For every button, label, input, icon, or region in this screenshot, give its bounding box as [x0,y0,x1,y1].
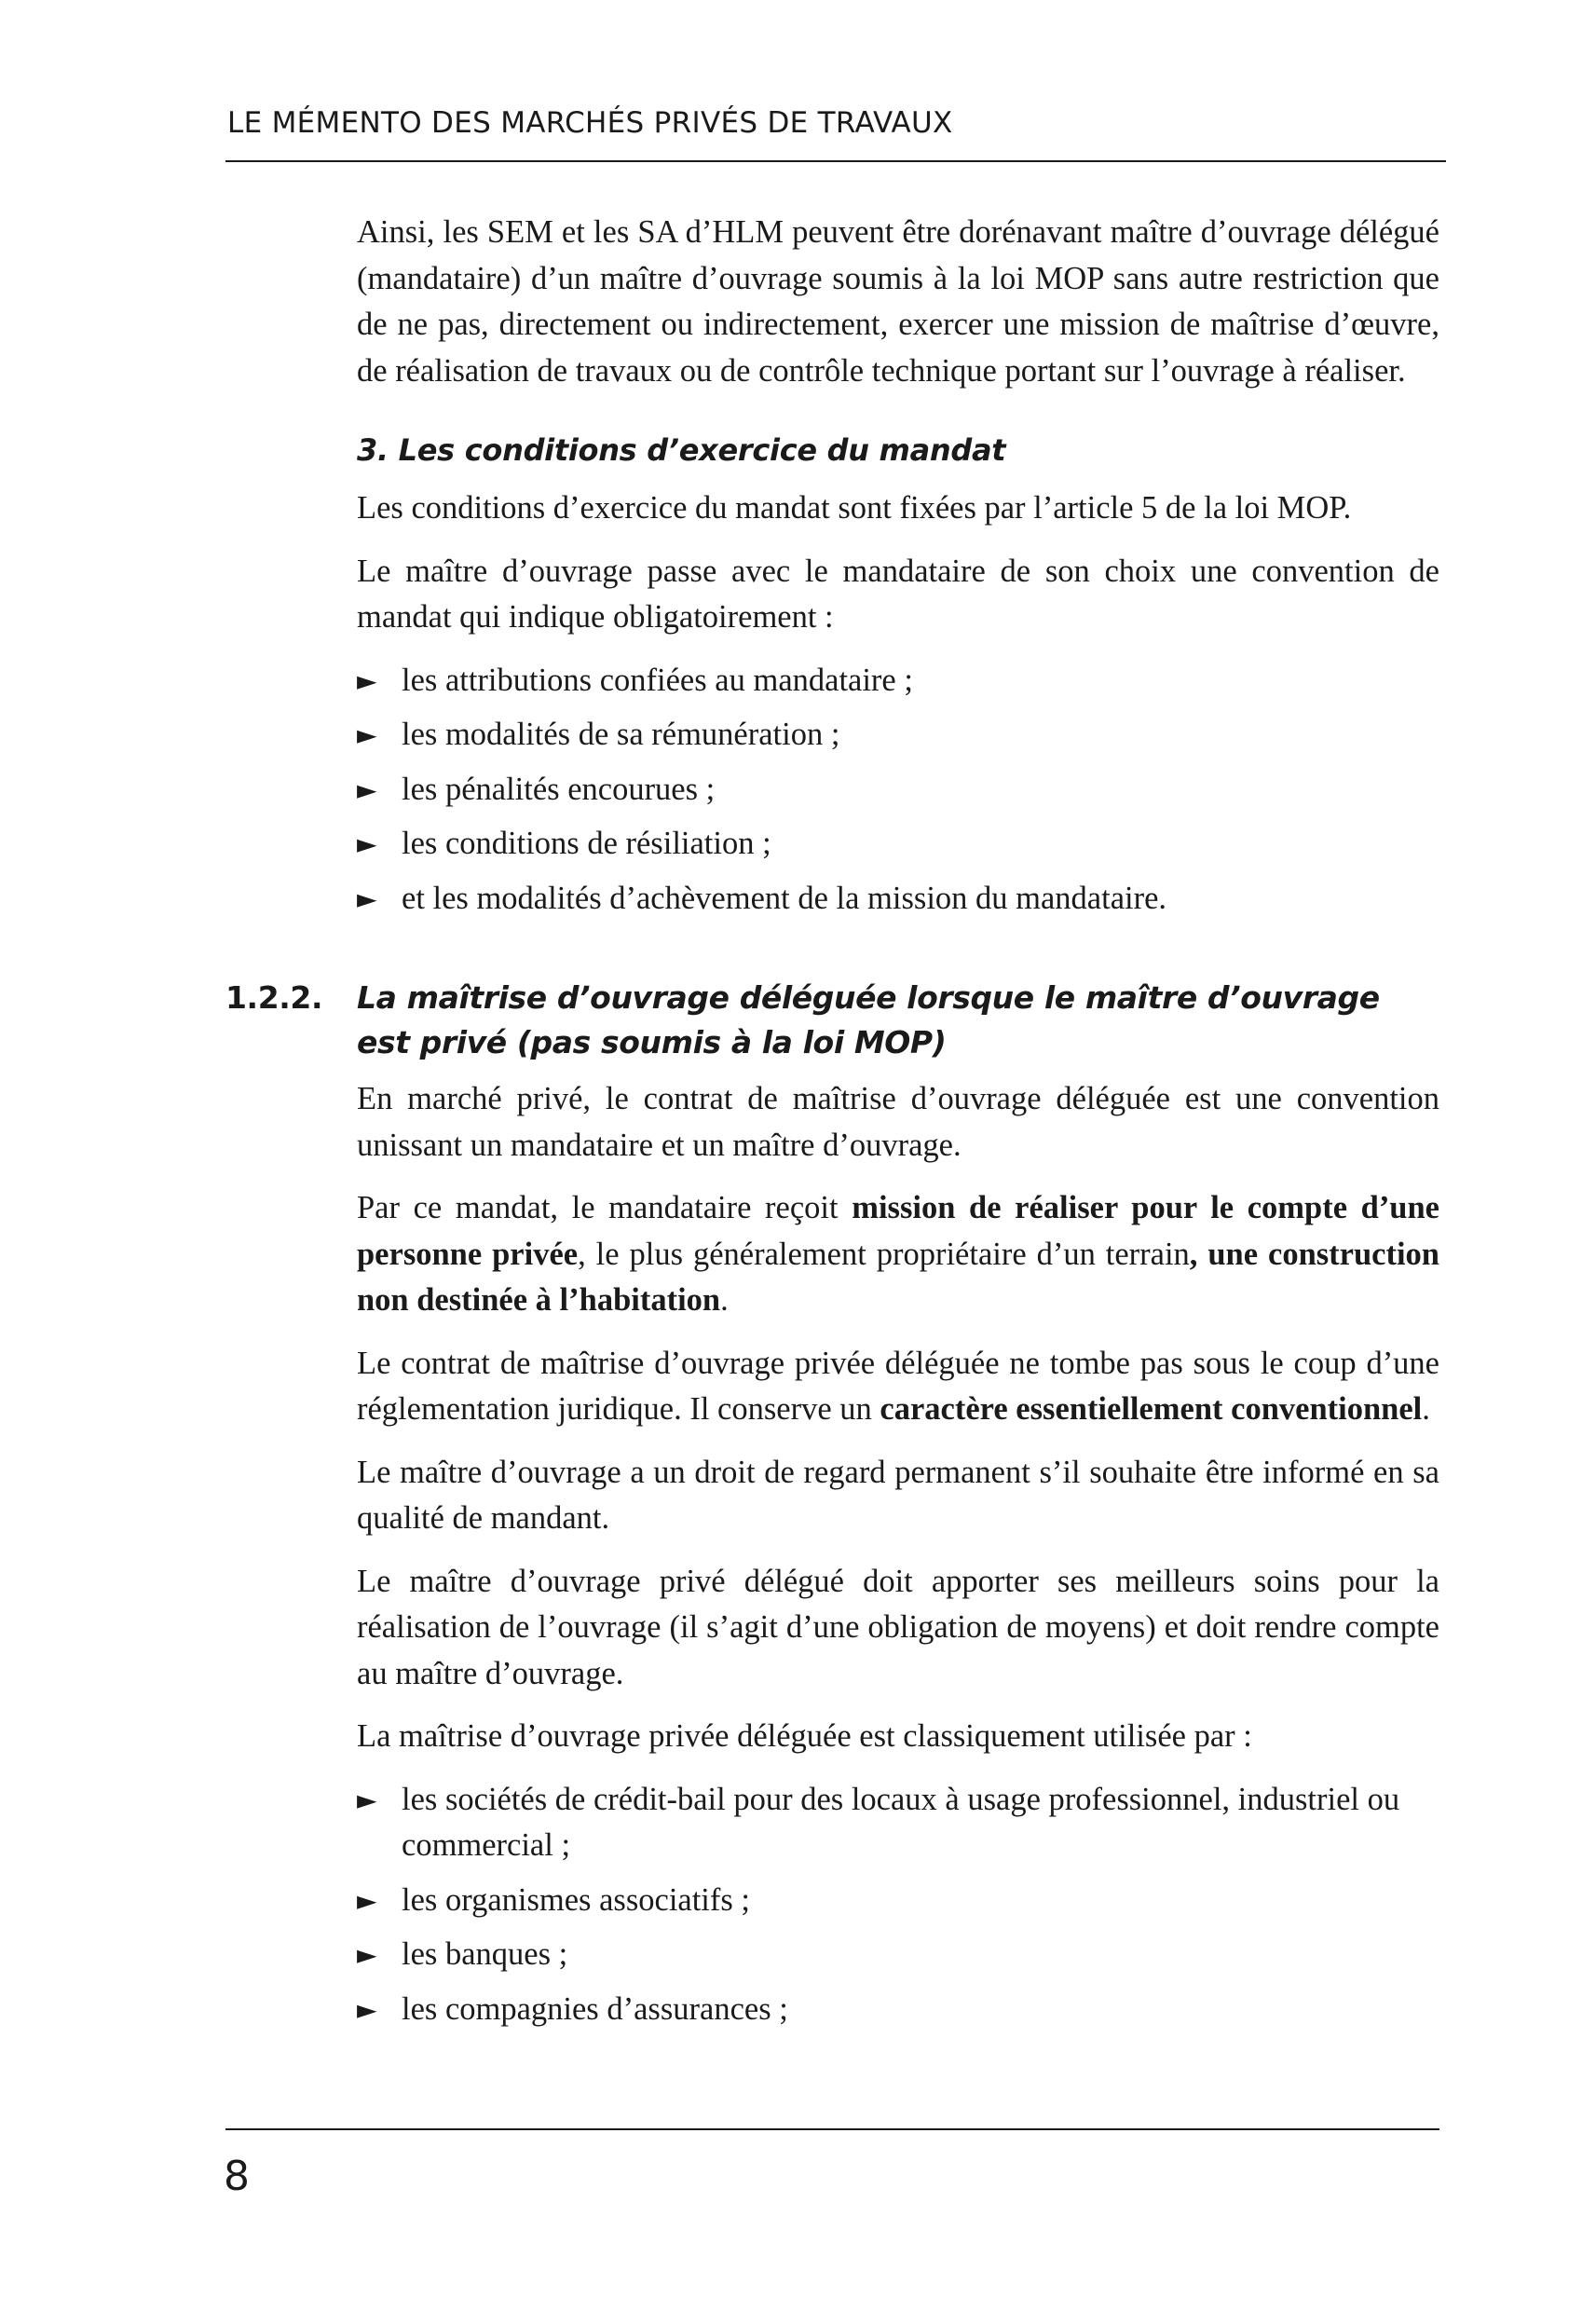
section-1-2-2-paragraph-1: En marché privé, le contrat de maîtrise d’ouvrage déléguée est une convention unissant un mandataire et un maître d’ouvrage. [357,1081,1439,1163]
list-item: ► et les modalités d’achèvement de la mission du mandataire. [357,876,1439,923]
page-body [225,210,1439,2049]
section-1-2-2-paragraph-6: La maîtrise d’ouvrage privée déléguée est classiquement utilisée par : [357,1718,1252,1754]
triangle-bullet-icon: ► [357,1884,377,1916]
list-item: ► les attributions confiées au mandataire ; [357,658,1439,704]
section-title: La maîtrise d’ouvrage déléguée lorsque le maître d’ouvrage est privé (pas soumis à la loi MOP) [357,979,1380,1060]
list-item: ► les sociétés de crédit-bail pour des locaux à usage professionnel, industriel ou commercial ; [357,1777,1439,1869]
intro-paragraph: Ainsi, les SEM et les SA d’HLM peuvent être dorénavant maître d’ouvrage délégué (mandataire) d’un maître d’ouvrage soumis à la loi MOP sans autre restriction que de ne pas, directement ou indirectement, exercer une mission de maîtrise d’œuvre, de réalisation de travaux ou de contrôle technique portant sur l’ouvrage à réaliser. [357,214,1439,389]
triangle-bullet-icon: ► [357,773,377,805]
section-1-2-2-paragraph-5: Le maître d’ouvrage privé délégué doit apporter ses meilleurs soins pour la réalisation de l’ouvrage (il s’agit d’une obligation de moyens) et doit rendre compte au maître d’ouvrage. [357,1563,1439,1691]
triangle-bullet-icon: ► [357,1939,377,1970]
section-3-paragraph-2: Le maître d’ouvrage passe avec le mandataire de son choix une convention de mandat qui indique obligatoirement : [357,553,1439,635]
list-item: ► les conditions de résiliation ; [357,821,1439,868]
section-1-2-2-heading [225,976,1439,1065]
section-3-paragraph-1: Les conditions d’exercice du mandat sont fixées par l’article 5 de la loi MOP. [357,490,1352,526]
triangle-bullet-icon: ► [357,828,377,859]
running-header: LE MÉMENTO DES MARCHÉS PRIVÉS DE TRAVAUX [227,106,953,140]
list-item: ► les organismes associatifs ; [357,1878,1439,1924]
list-item: ► les banques ; [357,1932,1439,1978]
section-3-heading: 3. Les conditions d’exercice du mandat [357,432,1006,468]
list-item: ► les compagnies d’assurances ; [357,1987,1439,2033]
triangle-bullet-icon: ► [357,882,377,914]
mandate-conditions-list [357,658,1439,923]
section-number: 1.2.2. [225,979,323,1016]
header-rule [225,160,1446,162]
triangle-bullet-icon: ► [357,664,377,696]
list-item: ► les pénalités encourues ; [357,767,1439,814]
footer-rule [225,2128,1439,2130]
section-1-2-2-paragraph-2: Par ce mandat, le mandataire reçoit mission de réaliser pour le compte d’une personne privée, le plus généralement propriétaire d’un terrain, une construction non destinée à l’habitation. [357,1190,1439,1318]
section-1-2-2-paragraph-3: Le contrat de maîtrise d’ouvrage privée déléguée ne tombe pas sous le coup d’une réglementation juridique. Il conserve un caractère essentiellement conventionnel. [357,1345,1439,1427]
triangle-bullet-icon: ► [357,1784,377,1815]
triangle-bullet-icon: ► [357,1993,377,2025]
list-item: ► les modalités de sa rémunération ; [357,712,1439,759]
triangle-bullet-icon: ► [357,719,377,750]
users-list [357,1777,1439,2033]
section-1-2-2-paragraph-4: Le maître d’ouvrage a un droit de regard permanent s’il souhaite être informé en sa qualité de mandant. [357,1454,1439,1536]
page-number: 8 [224,2153,250,2200]
